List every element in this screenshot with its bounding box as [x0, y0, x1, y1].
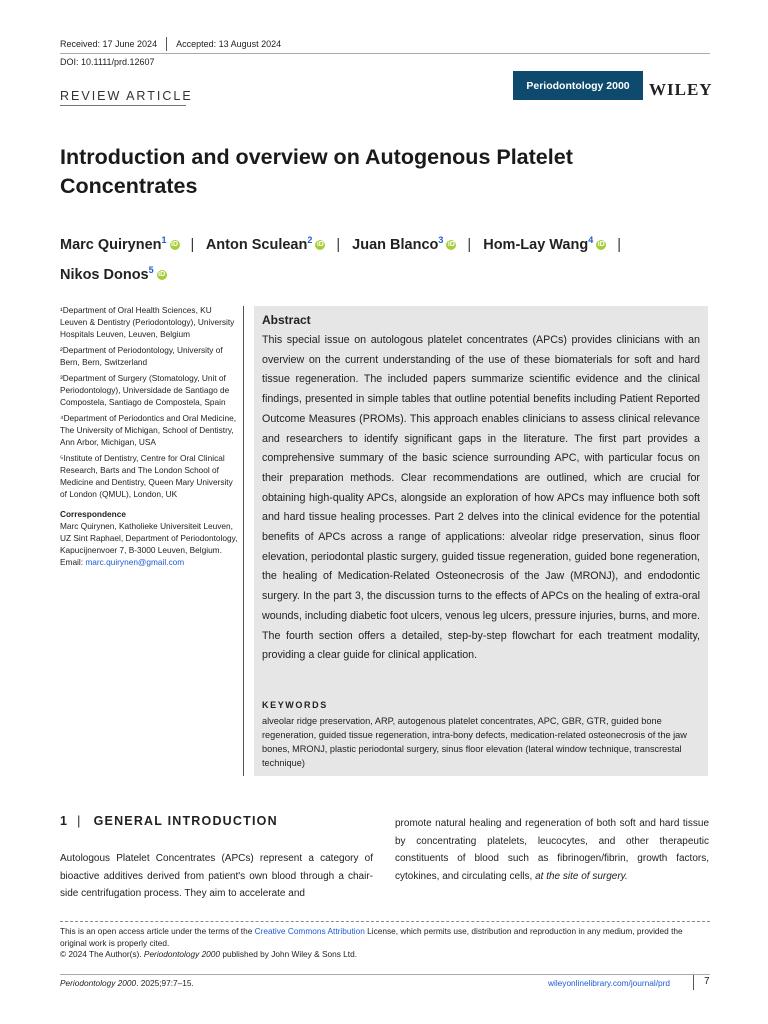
section-title: GENERAL INTRODUCTION: [93, 814, 278, 828]
author[interactable]: [60, 264, 170, 283]
footer-journal: Periodontology 2000: [60, 978, 137, 988]
header-rule: [60, 53, 710, 54]
footer-volume: . 2025;97:7–15.: [136, 978, 194, 988]
license-text-post: License, which permits use, distribution and reproduction in any medium, provided the original work is properly cited.: [60, 926, 683, 948]
article-dates: [60, 37, 281, 51]
journal-url-link[interactable]: wileyonlinelibrary.com/journal/prd: [548, 978, 671, 988]
section-number: 1: [60, 814, 69, 828]
email-link[interactable]: marc.quirynen@gmail.com: [85, 557, 185, 567]
author[interactable]: [352, 237, 459, 253]
affiliation: ³Department of Surgery (Stomatology, Unit of Periodontology), Universidade de Santiago de Compostela, Santiago de Compostela, Spain: [60, 373, 230, 407]
author-separator: |: [617, 236, 622, 253]
license-link[interactable]: Creative Commons Attribution: [254, 926, 365, 936]
orcid-icon[interactable]: iD: [316, 241, 324, 248]
email-label: Email:: [60, 557, 86, 567]
body-text-left: Autologous Platelet Concentrates (APCs) represent a category of bioactive additives derived from patient's own blood through a chair-side centrifugation process. They aim to accelerate and: [60, 853, 373, 899]
body-text-right: [395, 815, 709, 885]
publisher-logo[interactable]: WILEY: [649, 80, 713, 99]
footer-rule: [60, 974, 710, 975]
keywords-heading: KEYWORDS: [262, 700, 328, 710]
page-number: 7: [704, 976, 710, 987]
abstract-text: This special issue on autologous platelet concentrates (APCs) provides clinicians with an overview on the current understanding of the use of these biomaterials for soft and hard tissue regeneration. The included papers summarize scientific evidence and the clinical findings, presented in simple tables that outline potential benefits including Patient Reported Outcome Measures (PROMs). This approach enables clinicians to assess clinical relevance and researchers to identify significant gaps in the literature. The first part provides a comprehensive summary of the basic science surrounding APC, with particular focus on their preparation methods. Clear recommendations are outlined, which are crucial for obtaining high-quality APCs, alongside an exploration of how APCs may influence both soft and hard tissue healing processes. Part 2 delves into the clinical evidence for the potential benefits of APCs across a range of applications: alveolar ridge preservation, sinus floor elevation, periodontal plastic surgery, guided tissue regeneration, guided bone regeneration, the healing of Medication-Related Osteonecrosis of the Jaw (MRONJ), and endodontic surgery. In the part 3, the discussion turns to the effects of APCs on the healing of extra-oral wounds, including diabetic foot ulcers, venous leg ulcers, pressure injuries, burns, and more. The fourth section offers a detailed, step-by-step flowchart for each treatment modality, providing a clear guide for clinical application.: [262, 334, 700, 662]
affiliation: ¹Department of Oral Health Sciences, KU Leuven & Dentistry (Periodontology), University Hospitals Leuven, Leuven, Belgium: [60, 305, 235, 339]
affiliation-ref[interactable]: 1: [161, 235, 167, 245]
author-name[interactable]: Marc Quirynen: [60, 236, 162, 253]
affiliation: ⁵Institute of Dentistry, Centre for Oral Clinical Research, Barts and The London School of Medicine and Dentistry, Queen Mary University of London (QMUL), London, UK: [60, 453, 233, 499]
affiliation: ⁴Department of Periodontics and Oral Medicine, The University of Michigan, School of Dentistry, Ann Arbor, Michigan, USA: [60, 413, 237, 447]
correspondence-heading: Correspondence: [60, 509, 126, 519]
author-name[interactable]: Hom-Lay Wang: [483, 236, 589, 253]
affiliation: ²Department of Periodontology, University of Bern, Bern, Switzerland: [60, 345, 223, 367]
column-divider: [243, 306, 244, 776]
correspondence-address: Marc Quirynen, Katholieke Universiteit Leuven, UZ Sint Raphael, Department of Periodontology, Kapucijnenvoer 7, B-3000 Leuven, Belgium.: [60, 521, 238, 555]
orcid-icon[interactable]: iD: [171, 241, 179, 248]
section-separator: |: [77, 814, 82, 828]
author[interactable]: [60, 237, 183, 253]
article-type: REVIEW ARTICLE: [60, 89, 193, 103]
body-text-right-main: promote natural healing and regeneration of both soft and hard tissue by concentrating platelets, leucocytes, and other therapeutic constituents of blood such as fibrinogen/fibrin, growth factors, cytokines, and circulating cells,: [395, 818, 709, 882]
body-text-right-italic: at the site of surgery.: [535, 870, 628, 882]
doi[interactable]: DOI: 10.1111/prd.12607: [60, 57, 155, 67]
open-access-notice: [60, 926, 710, 961]
author-name[interactable]: Nikos Donos: [60, 266, 149, 283]
orcid-icon[interactable]: iD: [597, 241, 605, 248]
author-separator: |: [190, 236, 195, 253]
received-date: Received: 17 June 2024: [60, 39, 158, 49]
article-title: Introduction and overview on Autogenous Platelet Concentrates: [60, 145, 573, 198]
section-heading: [60, 814, 278, 828]
affiliation-ref[interactable]: 2: [307, 235, 313, 245]
footer-citation: [60, 978, 194, 988]
author-name[interactable]: Juan Blanco: [352, 236, 439, 253]
affiliation-ref[interactable]: 5: [148, 264, 154, 275]
author-list: [60, 228, 720, 288]
affiliation-ref[interactable]: 4: [588, 235, 594, 245]
article-type-underline: [60, 105, 186, 106]
affiliations: [60, 304, 240, 568]
copyright-pre: © 2024 The Author(s).: [60, 949, 144, 959]
orcid-icon[interactable]: iD: [447, 241, 455, 248]
author-separator: |: [336, 236, 341, 253]
author[interactable]: [206, 237, 329, 253]
footer-separator: [693, 975, 694, 990]
keywords-text: alveolar ridge preservation, ARP, autogenous platelet concentrates, APC, GBR, GTR, guided bone regeneration, guided tissue regeneration, intra-bony defects, medication-related osteonecrosis of the jaw bones, MRONJ, plastic periodontal surgery, sinus floor elevation (lateral window technique, transcrestal technique): [262, 716, 687, 768]
affiliation-ref[interactable]: 3: [438, 235, 444, 245]
footnote-divider: [60, 921, 710, 922]
author-separator: |: [467, 236, 472, 253]
orcid-icon[interactable]: iD: [158, 270, 166, 278]
author[interactable]: [483, 237, 609, 253]
date-separator: [166, 37, 167, 51]
accepted-date: Accepted: 13 August 2024: [176, 39, 282, 49]
copyright-post: published by John Wiley & Sons Ltd.: [220, 949, 358, 959]
license-text-pre: This is an open access article under the terms of the: [60, 926, 255, 936]
copyright-journal: Periodontology 2000: [143, 949, 221, 959]
abstract-heading: Abstract: [262, 313, 311, 327]
journal-badge[interactable]: Periodontology 2000: [513, 71, 643, 100]
correspondence-email-line: [60, 556, 240, 568]
author-name[interactable]: Anton Sculean: [205, 236, 308, 253]
